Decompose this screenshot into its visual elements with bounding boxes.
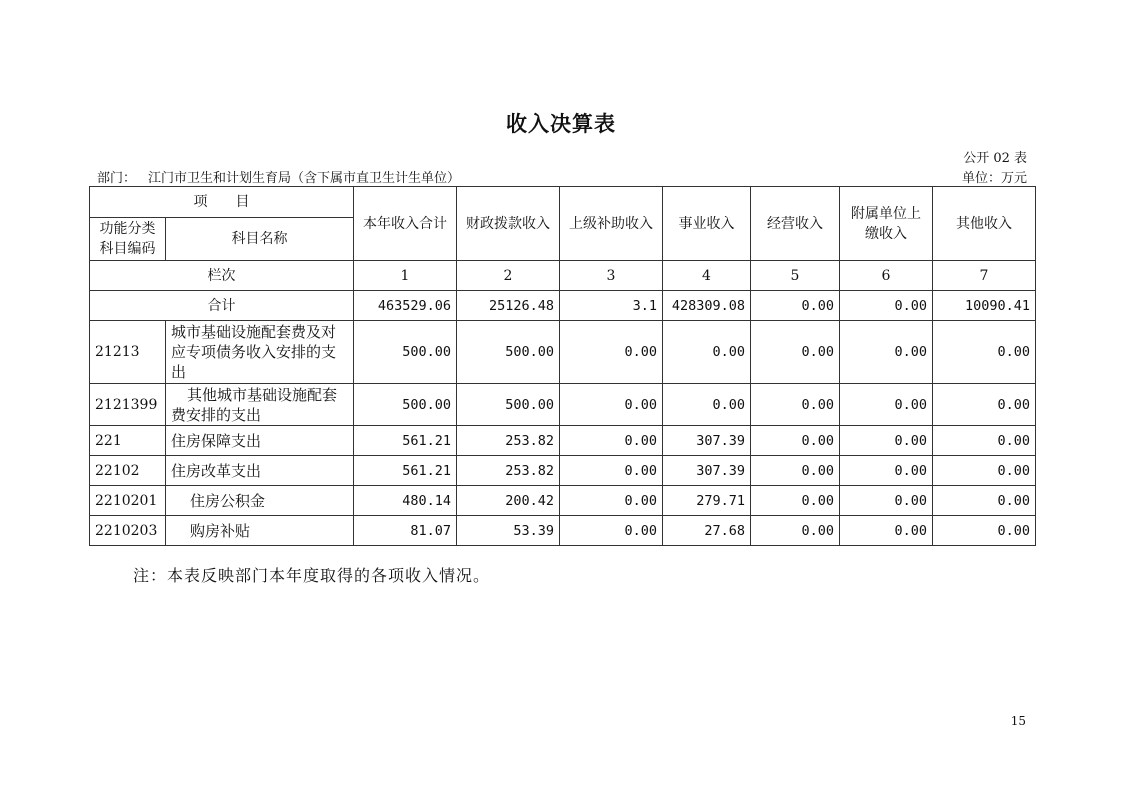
row-name: 住房改革支出 <box>166 456 354 486</box>
table-row <box>90 384 1036 426</box>
row-cell: 0.00 <box>663 384 751 426</box>
table-note: 注：本表反映部门本年度取得的各项收入情况。 <box>133 566 491 585</box>
row-cell: 0.00 <box>751 321 840 384</box>
row-name: 其他城市基础设施配套费安排的支出 <box>166 384 354 426</box>
row-name: 住房保障支出 <box>166 426 354 456</box>
row-cell: 53.39 <box>457 516 560 546</box>
row-cell: 0.00 <box>933 426 1036 456</box>
header-code: 功能分类科目编码 <box>90 218 166 261</box>
row-cell: 279.71 <box>663 486 751 516</box>
row-cell: 561.21 <box>354 456 457 486</box>
row-cell: 561.21 <box>354 426 457 456</box>
table-row <box>90 426 1036 456</box>
department-label: 部门： <box>97 171 137 186</box>
header-item: 项 目 <box>90 187 354 218</box>
form-number: 公开 02 表 <box>963 151 1027 166</box>
row-code: 221 <box>90 426 166 456</box>
column-number: 5 <box>751 261 840 291</box>
row-cell: 0.00 <box>751 486 840 516</box>
row-cell: 0.00 <box>560 321 663 384</box>
row-cell: 500.00 <box>457 384 560 426</box>
column-number-row <box>90 261 1036 291</box>
row-cell: 0.00 <box>751 516 840 546</box>
page-number: 15 <box>1010 714 1026 728</box>
column-number: 4 <box>663 261 751 291</box>
row-cell: 0.00 <box>560 384 663 426</box>
column-number: 6 <box>840 261 933 291</box>
row-cell: 0.00 <box>840 384 933 426</box>
header-col-1: 本年收入合计 <box>354 187 457 261</box>
row-cell: 307.39 <box>663 456 751 486</box>
row-name: 城市基础设施配套费及对应专项债务收入安排的支出 <box>166 321 354 384</box>
row-cell: 307.39 <box>663 426 751 456</box>
row-cell: 0.00 <box>751 456 840 486</box>
column-number: 1 <box>354 261 457 291</box>
row-cell: 200.42 <box>457 486 560 516</box>
column-number: 2 <box>457 261 560 291</box>
department-line <box>97 167 460 186</box>
table-row <box>90 456 1036 486</box>
column-number: 3 <box>560 261 663 291</box>
row-cell: 0.00 <box>840 426 933 456</box>
total-cell: 3.1 <box>560 291 663 321</box>
row-cell: 500.00 <box>354 321 457 384</box>
page-title: 收入决算表 <box>506 111 616 136</box>
row-cell: 0.00 <box>933 456 1036 486</box>
header-col-6: 附属单位上缴收入 <box>840 187 933 261</box>
header-col-7: 其他收入 <box>933 187 1036 261</box>
row-cell: 0.00 <box>840 516 933 546</box>
row-cell: 0.00 <box>933 486 1036 516</box>
column-number-label: 栏次 <box>90 261 354 291</box>
row-cell: 0.00 <box>933 384 1036 426</box>
row-cell: 0.00 <box>840 486 933 516</box>
row-code: 22102 <box>90 456 166 486</box>
total-row <box>90 291 1036 321</box>
row-code: 2210203 <box>90 516 166 546</box>
row-cell: 0.00 <box>933 516 1036 546</box>
row-cell: 253.82 <box>457 426 560 456</box>
row-name: 住房公积金 <box>166 486 354 516</box>
row-cell: 480.14 <box>354 486 457 516</box>
unit-label: 单位：万元 <box>961 171 1027 186</box>
row-cell: 0.00 <box>751 426 840 456</box>
header-col-4: 事业收入 <box>663 187 751 261</box>
total-cell: 0.00 <box>840 291 933 321</box>
row-code: 2121399 <box>90 384 166 426</box>
row-cell: 0.00 <box>840 321 933 384</box>
row-code: 21213 <box>90 321 166 384</box>
row-code: 2210201 <box>90 486 166 516</box>
header-name: 科目名称 <box>166 218 354 261</box>
table-row <box>90 486 1036 516</box>
row-cell: 0.00 <box>560 456 663 486</box>
total-label: 合计 <box>90 291 354 321</box>
row-cell: 27.68 <box>663 516 751 546</box>
row-cell: 0.00 <box>751 384 840 426</box>
total-cell: 463529.06 <box>354 291 457 321</box>
row-cell: 0.00 <box>560 486 663 516</box>
row-cell: 0.00 <box>933 321 1036 384</box>
total-cell: 25126.48 <box>457 291 560 321</box>
column-number: 7 <box>933 261 1036 291</box>
row-cell: 0.00 <box>840 456 933 486</box>
table-row <box>90 516 1036 546</box>
row-cell: 81.07 <box>354 516 457 546</box>
header-col-2: 财政拨款收入 <box>457 187 560 261</box>
row-cell: 0.00 <box>560 516 663 546</box>
row-name: 购房补贴 <box>166 516 354 546</box>
row-cell: 0.00 <box>560 426 663 456</box>
income-table <box>89 186 1036 546</box>
row-cell: 500.00 <box>354 384 457 426</box>
table-row <box>90 321 1036 384</box>
row-cell: 500.00 <box>457 321 560 384</box>
header-col-3: 上级补助收入 <box>560 187 663 261</box>
row-cell: 0.00 <box>663 321 751 384</box>
total-cell: 428309.08 <box>663 291 751 321</box>
header-col-5: 经营收入 <box>751 187 840 261</box>
total-cell: 10090.41 <box>933 291 1036 321</box>
total-cell: 0.00 <box>751 291 840 321</box>
department-name: 江门市卫生和计划生育局（含下属市直卫生计生单位） <box>148 171 461 186</box>
row-cell: 253.82 <box>457 456 560 486</box>
